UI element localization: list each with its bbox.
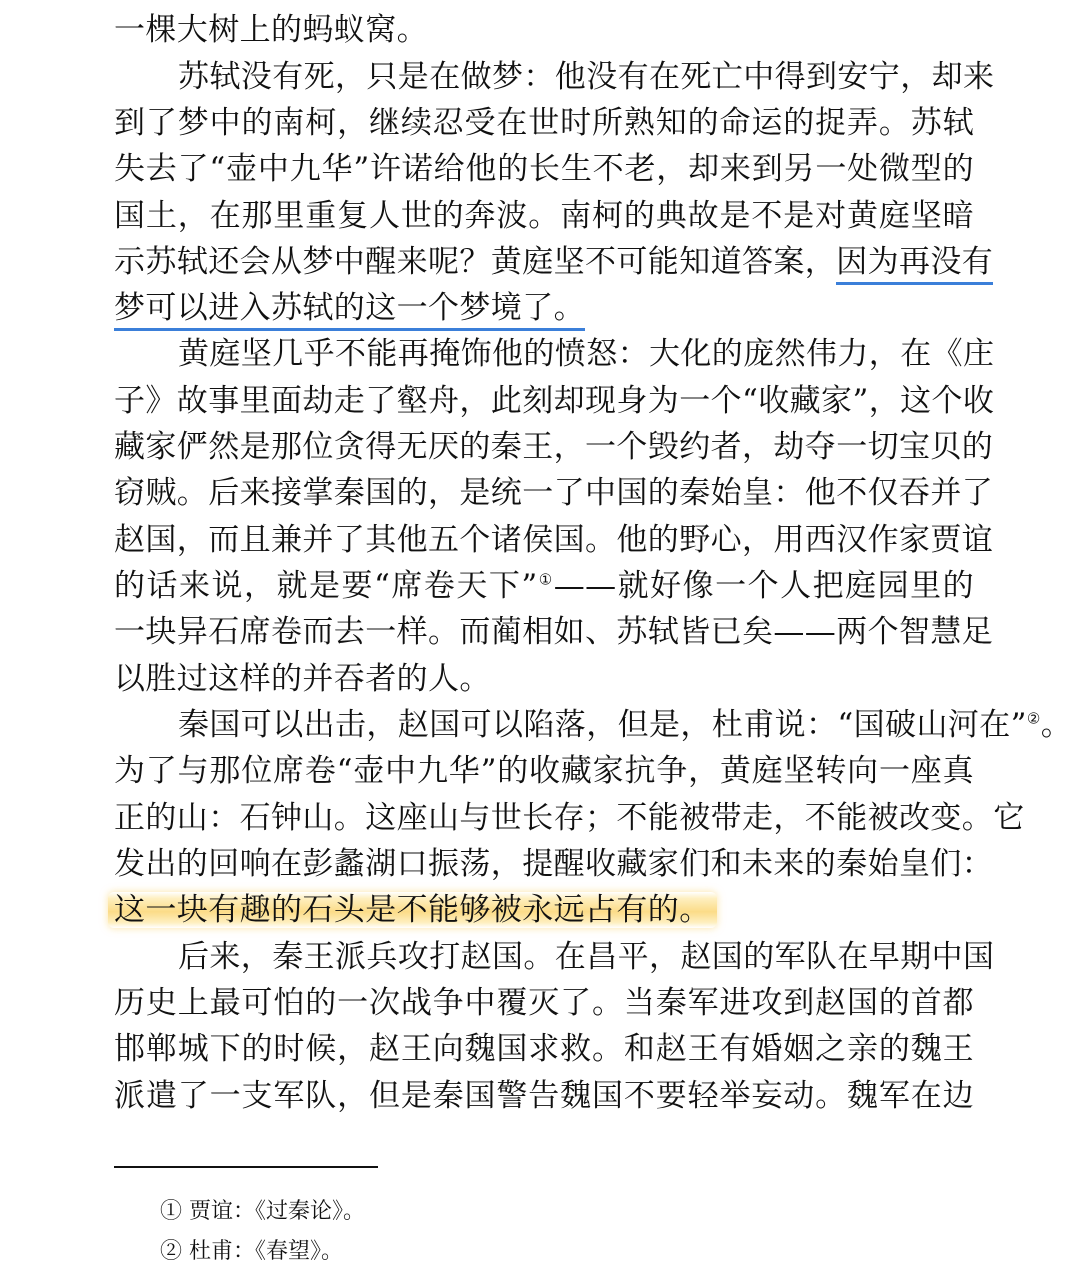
footnote-ref-1[interactable]: ① bbox=[537, 570, 554, 589]
highlight-annotation[interactable]: 这一块有趣的石头是不能够被永远占有的。 bbox=[108, 892, 717, 928]
text-line-6 bbox=[114, 238, 994, 286]
text-segment: 。 bbox=[1040, 707, 1073, 743]
text-segment: 示苏轼还会从梦中醒来呢？黄庭坚不可能知道答案， bbox=[114, 244, 837, 280]
text-line-4: 失去了“壶中九华”许诺给他的长生不老，却来到另一处微型的 bbox=[114, 151, 974, 187]
text-line-14: 一块异石席卷而去一样。而蔺相如、苏轼皆已矣——两个智慧足 bbox=[114, 614, 994, 650]
text-line-3: 到了梦中的南柯，继续忍受在世时所熟知的命运的捉弄。苏轼 bbox=[114, 105, 974, 141]
text-line-20 bbox=[114, 886, 974, 934]
footnote-ref-2[interactable]: ② bbox=[1026, 709, 1041, 728]
underline-annotation-cont[interactable]: 梦可以进入苏轼的这一个梦境了。 bbox=[114, 290, 585, 331]
text-line-16 bbox=[178, 701, 1073, 749]
text-segment: 的话来说，就是要“席卷天下” bbox=[114, 568, 538, 604]
text-line-18: 正的山：石钟山。这座山与世长存；不能被带走，不能被改变。它 bbox=[114, 800, 1025, 836]
text-line-7 bbox=[114, 284, 974, 332]
text-line-12: 赵国，而且兼并了其他五个诸侯国。他的野心，用西汉作家贾谊 bbox=[114, 522, 994, 558]
text-line-9: 子》故事里面劫走了壑舟，此刻却现身为一个“收藏家”，这个收 bbox=[114, 383, 995, 419]
text-line-22: 历史上最可怕的一次战争中覆灭了。当秦军进攻到赵国的首都 bbox=[114, 985, 974, 1021]
footnote-2: ② 杜甫：《春望》。 bbox=[160, 1239, 343, 1264]
text-line-19: 发出的回响在彭蠡湖口振荡，提醒收藏家们和未来的秦始皇们： bbox=[114, 846, 994, 882]
text-line-11: 窃贼。后来接掌秦国的，是统一了中国的秦始皇：他不仅吞并了 bbox=[114, 475, 994, 511]
text-line-15: 以胜过这样的并吞者的人。 bbox=[114, 661, 491, 697]
text-line-23: 邯郸城下的时候，赵王向魏国求救。和赵王有婚姻之亲的魏王 bbox=[114, 1031, 974, 1067]
footnote-1: ① 贾谊：《过秦论》。 bbox=[160, 1199, 365, 1224]
text-segment: ——就好像一个人把庭园里的 bbox=[553, 568, 975, 604]
text-line-1: 一棵大树上的蚂蚁窝。 bbox=[114, 12, 428, 48]
text-line-13 bbox=[114, 562, 974, 610]
footnote-divider bbox=[114, 1166, 378, 1168]
text-line-21: 后来，秦王派兵攻打赵国。在昌平，赵国的军队在早期中国 bbox=[178, 939, 995, 975]
text-segment: 秦国可以出击，赵国可以陷落，但是，杜甫说：“国破山河在” bbox=[178, 707, 1027, 743]
text-line-24: 派遣了一支军队，但是秦国警告魏国不要轻举妄动。魏军在边 bbox=[114, 1078, 974, 1114]
text-line-8: 黄庭坚几乎不能再掩饰他的愤怒：大化的庞然伟力，在《庄 bbox=[178, 336, 995, 372]
text-line-17: 为了与那位席卷“壶中九华”的收藏家抗争，黄庭坚转向一座真 bbox=[114, 753, 974, 789]
text-line-10: 藏家俨然是那位贪得无厌的秦王，一个毁约者，劫夺一切宝贝的 bbox=[114, 429, 994, 465]
text-line-5: 国土，在那里重复人世的奔波。南柯的典故是不是对黄庭坚暗 bbox=[114, 198, 974, 234]
underline-annotation[interactable]: 因为再没有 bbox=[836, 244, 993, 285]
text-line-2: 苏轼没有死，只是在做梦：他没有在死亡中得到安宁，却来 bbox=[178, 59, 995, 95]
